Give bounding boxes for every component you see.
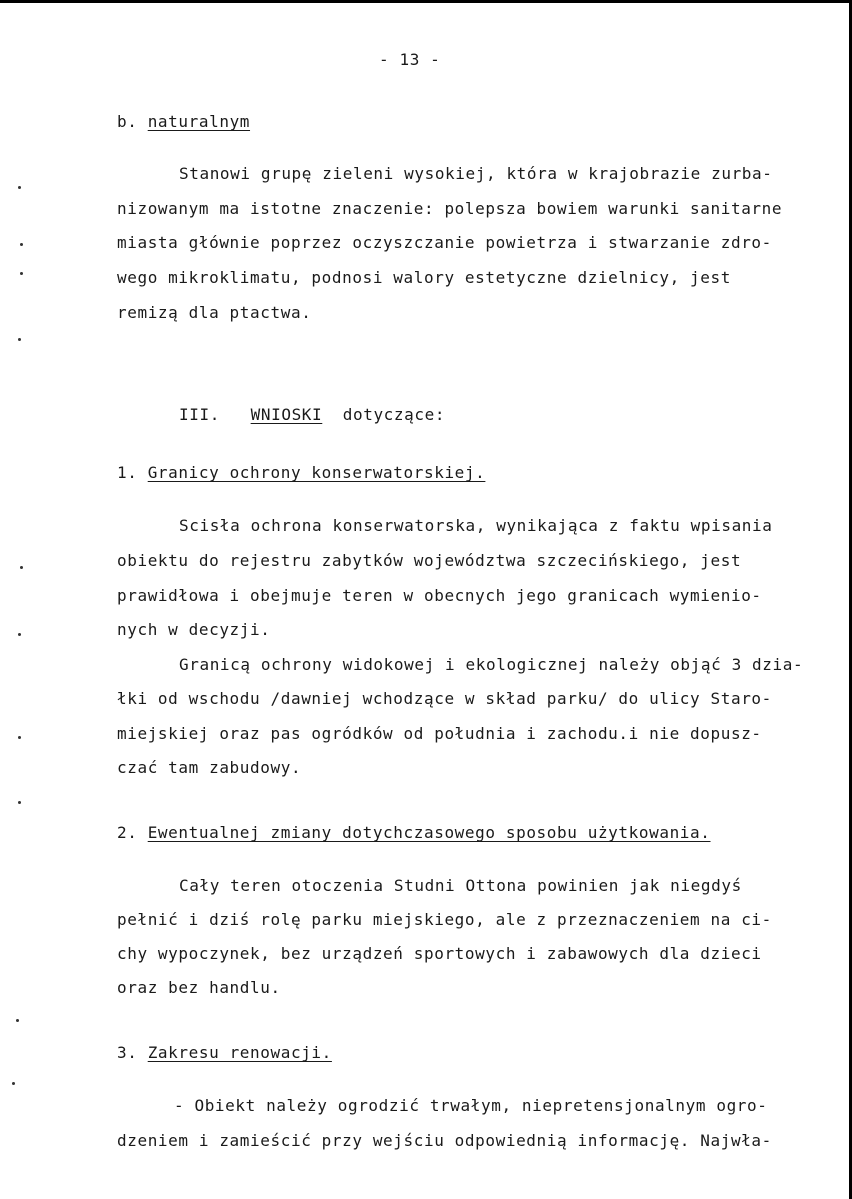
paragraph-line: łki od wschodu /dawniej wchodzące w skład parku/ do ulicy Staro- [117,689,772,708]
paragraph-line: nych w decyzji. [117,620,271,639]
margin-speck [18,186,21,189]
item-2-heading [117,823,711,843]
paragraph-line: chy wypoczynek, bez urządzeń sportowych i zabawowych dla dzieci [117,944,762,963]
item-2-number: 2. [117,823,148,842]
section-iii-title: WNIOSKI [250,405,323,424]
paragraph-line: prawidłowa i obejmuje teren w obecnych jego granicach wymienio- [117,586,762,605]
paragraph-line: Stanowi grupę zieleni wysokiej, która w krajobrazie zurba- [179,164,773,183]
paragraph-line: czać tam zabudowy. [117,758,302,777]
paragraph-line: miejskiej oraz pas ogródków od południa i zachodu.i nie dopusz- [117,724,762,743]
section-b-heading [117,112,250,132]
margin-speck [18,338,21,341]
margin-speck [20,243,23,246]
margin-speck [18,633,21,636]
margin-speck [12,1082,15,1085]
paragraph-line: Granicą ochrony widokowej i ekologicznej należy objąć 3 dzia- [179,655,804,674]
paragraph-line: Scisła ochrona konserwatorska, wynikająca z faktu wpisania [179,516,773,535]
paragraph-line: remizą dla ptactwa. [117,303,312,322]
item-3-number: 3. [117,1043,148,1062]
paragraph-line: pełnić i dziś rolę parku miejskiego, ale z przeznaczeniem na ci- [117,910,772,929]
paragraph-line: obiektu do rejestru zabytków województwa szczecińskiego, jest [117,551,742,570]
item-2-title: Ewentualnej zmiany dotychczasowego sposobu użytkowania. [147,823,711,842]
item-1-number: 1. [117,463,148,482]
section-iii-suffix: dotyczące: [342,405,446,424]
margin-speck [18,736,21,739]
paragraph-line: nizowanym ma istotne znaczenie: polepsza bowiem warunki sanitarne [117,199,783,218]
section-iii-numeral: III. [179,405,220,424]
paragraph-line: dzeniem i zamieścić przy wejściu odpowiednią informację. Najwła- [117,1131,772,1150]
section-b-prefix: b. [117,112,148,131]
paragraph-line: wego mikroklimatu, podnosi walory estetyczne dzielnicy, jest [117,268,731,287]
item-1-heading [117,463,485,483]
paragraph-line: miasta głównie poprzez oczyszczanie powietrza i stwarzanie zdro- [117,233,772,252]
margin-speck [20,272,23,275]
item-3-title: Zakresu renowacji. [147,1043,332,1062]
paragraph-line: Cały teren otoczenia Studni Ottona powinien jak niegdyś [179,876,742,895]
item-1-title: Granicy ochrony konserwatorskiej. [147,463,486,482]
page-number: - 13 - [379,50,441,69]
section-iii-heading [179,405,445,425]
margin-speck [16,1019,19,1022]
margin-speck [18,801,21,804]
section-b-title: naturalnym [147,112,251,131]
paragraph-line: oraz bez handlu. [117,978,281,997]
paragraph-line: - Obiekt należy ogrodzić trwałym, niepretensjonalnym ogro- [174,1096,768,1115]
margin-speck [20,566,23,569]
item-3-heading [117,1043,332,1063]
scan-border-top [0,0,852,3]
